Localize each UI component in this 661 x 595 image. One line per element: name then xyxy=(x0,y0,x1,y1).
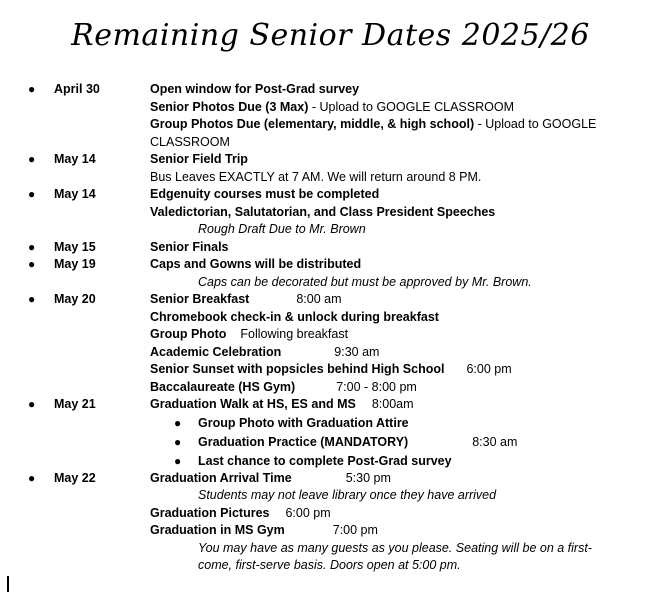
bullet-icon: ● xyxy=(28,187,36,201)
event-line xyxy=(150,99,661,117)
bullet-icon: ● xyxy=(174,453,182,468)
event-title: Senior Breakfast xyxy=(150,292,250,306)
bullet-icon: ● xyxy=(28,152,36,166)
event-detail: - Upload to GOOGLE CLASSROOM xyxy=(308,99,514,114)
event-line xyxy=(150,344,661,362)
event-title: Last chance to complete Post-Grad survey xyxy=(198,453,452,468)
list-item xyxy=(0,239,661,257)
event-title: Senior Photos Due (3 Max) xyxy=(150,99,309,114)
date-label: May 14 xyxy=(54,187,96,201)
event-line xyxy=(150,326,661,344)
event-line xyxy=(150,291,661,309)
bullet-icon: ● xyxy=(28,257,36,271)
event-line xyxy=(150,396,661,414)
event-time: 8:00am xyxy=(371,397,414,411)
event-note: Rough Draft Due to Mr. Brown xyxy=(198,222,366,236)
bullet-icon: ● xyxy=(28,470,36,485)
event-line: Bus Leaves EXACTLY at 7 AM. We will return around 8 PM. xyxy=(150,169,482,184)
event-time: 6:00 pm xyxy=(285,505,331,520)
event-title: Graduation Practice (MANDATORY) xyxy=(198,434,409,449)
date-label: May 19 xyxy=(54,257,96,271)
event-note: Students may not leave library once they have arrived xyxy=(198,488,497,502)
event-detail: - Upload to GOOGLE CLASSROOM xyxy=(150,117,597,149)
event-title: Academic Celebration xyxy=(150,344,282,359)
event-time: 7:00 - 8:00 pm xyxy=(336,379,417,394)
bullet-icon: ● xyxy=(28,82,36,96)
date-label: May 22 xyxy=(54,470,96,485)
event-line: Senior Finals xyxy=(150,239,229,254)
event-line: Caps and Gowns will be distributed xyxy=(150,257,362,271)
list-item xyxy=(0,291,661,396)
event-line xyxy=(150,522,661,540)
sub-list-item xyxy=(150,414,661,433)
sub-list-item xyxy=(150,452,661,471)
event-time: 6:00 pm xyxy=(466,362,512,376)
event-time: 8:30 am xyxy=(472,434,518,449)
event-line xyxy=(150,379,661,397)
event-note: Caps can be decorated but must be approved by Mr. Brown. xyxy=(198,274,532,289)
text-cursor xyxy=(7,576,9,592)
event-note: You may have as many guests as you please. Seating will be on a first-come, first-serve basis. Doors open at 5:00 pm. xyxy=(198,540,592,572)
bullet-icon: ● xyxy=(174,434,182,449)
event-time: 5:30 pm xyxy=(345,470,391,485)
event-detail: Following breakfast xyxy=(240,327,349,341)
date-label: April 30 xyxy=(54,82,100,96)
event-line xyxy=(150,470,661,488)
date-label: May 15 xyxy=(54,239,96,254)
sub-list-item xyxy=(150,433,661,452)
event-time: 8:00 am xyxy=(296,292,342,306)
event-line: Edgenuity courses must be completed xyxy=(150,187,380,201)
list-item xyxy=(0,256,661,291)
list-item xyxy=(0,186,661,239)
event-title: Group Photo with Graduation Attire xyxy=(198,415,409,430)
event-time: 9:30 am xyxy=(334,344,380,359)
page-title: Remaining Senior Dates 2025/26 xyxy=(71,18,590,53)
event-line: Valedictorian, Salutatorian, and Class President Speeches xyxy=(150,204,496,219)
list-item xyxy=(0,470,661,575)
event-line: Chromebook check-in & unlock during breakfast xyxy=(150,309,439,324)
date-label: May 14 xyxy=(54,152,96,166)
event-title: Graduation in MS Gym xyxy=(150,523,285,537)
bullet-icon: ● xyxy=(28,292,36,306)
bullet-icon: ● xyxy=(174,415,182,430)
list-item xyxy=(0,81,661,151)
event-title: Baccalaureate (HS Gym) xyxy=(150,379,296,394)
event-time: 7:00 pm xyxy=(332,523,378,537)
event-title: Graduation Walk at HS, ES and MS xyxy=(150,397,356,411)
event-line xyxy=(150,505,661,523)
senior-dates-list xyxy=(0,81,661,575)
event-title: Group Photo xyxy=(150,327,227,341)
event-title: Group Photos Due (elementary, middle, & high school) xyxy=(150,117,475,131)
event-title: Senior Sunset with popsicles behind High School xyxy=(150,362,445,376)
event-title: Graduation Pictures xyxy=(150,505,270,520)
bullet-icon: ● xyxy=(28,397,36,411)
event-line xyxy=(150,116,630,151)
bullet-icon: ● xyxy=(28,239,36,254)
event-title: Graduation Arrival Time xyxy=(150,470,292,485)
list-item xyxy=(0,151,661,186)
date-label: May 21 xyxy=(54,397,96,411)
event-line: Senior Field Trip xyxy=(150,152,248,166)
date-label: May 20 xyxy=(54,292,96,306)
event-line: Open window for Post-Grad survey xyxy=(150,82,360,96)
list-item xyxy=(0,396,661,471)
event-line xyxy=(150,361,661,379)
